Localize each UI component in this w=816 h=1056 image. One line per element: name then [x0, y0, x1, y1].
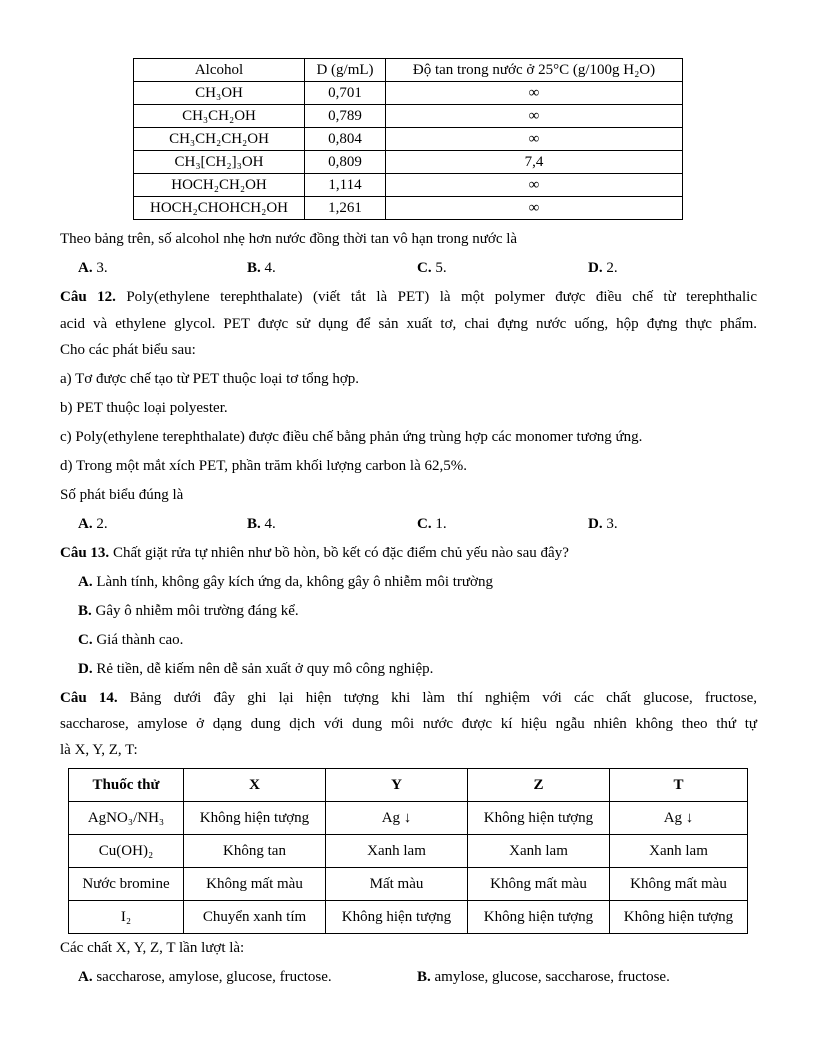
option-label: A.: [78, 969, 93, 985]
q11-option-b[interactable]: [247, 258, 276, 278]
q14-line-3: là X, Y, Z, T:: [60, 742, 138, 758]
q13-option-b[interactable]: [78, 601, 299, 621]
q11-option-c[interactable]: [417, 258, 447, 278]
table-cell: 1,261: [305, 197, 386, 220]
option-label: C.: [78, 632, 93, 648]
table-cell: Không hiện tượng: [184, 802, 326, 835]
q12-line-1: [60, 287, 757, 307]
option-text: amylose, glucose, saccharose, fructose.: [430, 969, 670, 985]
table-cell: Ag ↓: [610, 802, 748, 835]
option-label: C.: [417, 516, 432, 532]
q12-statement-a: a) Tơ được chế tạo từ PET thuộc loại tơ tổng hợp.: [60, 371, 360, 387]
table-cell: Không mất màu: [184, 868, 326, 901]
column-header: D (g/mL): [305, 59, 386, 82]
question-label: Câu 14.: [60, 690, 118, 706]
q14-option-a[interactable]: [78, 967, 332, 987]
table-cell: Ag ↓: [326, 802, 468, 835]
table-cell: 0,789: [305, 105, 386, 128]
table-cell: CH₃CH₂OH: [134, 105, 305, 128]
q12-ask: Số phát biểu đúng là: [60, 487, 184, 503]
table-cell: ∞: [386, 105, 683, 128]
table-cell: AgNO₃/NH₃: [69, 802, 184, 835]
q12-option-d[interactable]: [588, 514, 618, 534]
column-header: Độ tan trong nước ở 25°C (g/100g H₂O): [386, 59, 683, 82]
table-cell: HOCH₂CH₂OH: [134, 174, 305, 197]
q12-statement-b: b) PET thuộc loại polyester.: [60, 400, 228, 416]
alcohol-table: [133, 58, 683, 220]
q11-option-d[interactable]: [588, 258, 618, 278]
table-row: [69, 901, 748, 934]
q12-option-a[interactable]: [78, 514, 108, 534]
table-cell: Xanh lam: [326, 835, 468, 868]
table-cell: Không hiện tượng: [326, 901, 468, 934]
question-label: Câu 13.: [60, 545, 110, 561]
option-text: saccharose, amylose, glucose, fructose.: [92, 969, 332, 985]
table-cell: Không mất màu: [610, 868, 748, 901]
table-cell: Không hiện tượng: [468, 802, 610, 835]
table-cell: Mất màu: [326, 868, 468, 901]
q12-option-b[interactable]: [247, 514, 276, 534]
q11-option-a[interactable]: [78, 258, 108, 278]
table-cell: 0,701: [305, 82, 386, 105]
q13-option-a[interactable]: [78, 572, 493, 592]
column-header: Z: [468, 769, 610, 802]
q12-option-c[interactable]: [417, 514, 447, 534]
option-text: Gây ô nhiễm môi trường đáng kể.: [91, 603, 299, 619]
q14-line-2: saccharose, amylose ở dạng dung dịch với dung môi nước được kí hiệu ngẫu nhiên không theo thứ tự: [60, 716, 757, 732]
table-row: [69, 868, 748, 901]
table-cell: Cu(OH)₂: [69, 835, 184, 868]
table-cell: CH₃OH: [134, 82, 305, 105]
column-header: Y: [326, 769, 468, 802]
option-text: 3.: [602, 516, 618, 532]
q14-ask: Các chất X, Y, Z, T lần lượt là:: [60, 940, 245, 956]
option-text: 5.: [431, 260, 447, 276]
table-cell: Xanh lam: [468, 835, 610, 868]
option-text: Lành tính, không gây kích ứng da, không gây ô nhiễm môi trường: [92, 574, 493, 590]
table-row: [134, 197, 683, 220]
q11-stem: Theo bảng trên, số alcohol nhẹ hơn nước đồng thời tan vô hạn trong nước là: [60, 231, 518, 247]
table-cell: ∞: [386, 197, 683, 220]
table-row: [134, 82, 683, 105]
table-row: [134, 105, 683, 128]
option-label: B.: [78, 603, 92, 619]
table-cell: Không tan: [184, 835, 326, 868]
option-text: 2.: [92, 516, 108, 532]
column-header: Thuốc thử: [69, 769, 184, 802]
table-cell: Chuyển xanh tím: [184, 901, 326, 934]
option-label: D.: [588, 260, 603, 276]
reagent-table: [68, 768, 748, 934]
q13-option-d[interactable]: [78, 659, 433, 679]
option-text: Giá thành cao.: [92, 632, 184, 648]
table-header-row: [134, 59, 683, 82]
q12-line-2: acid và ethylene glycol. PET được sử dụng để sản xuất tơ, chai đựng nước uống, hộp đựng thực phẩm.: [60, 316, 757, 332]
column-header: T: [610, 769, 748, 802]
q13-option-c[interactable]: [78, 630, 183, 650]
table-cell: ∞: [386, 174, 683, 197]
option-text: 4.: [260, 516, 276, 532]
table-row: [69, 802, 748, 835]
column-header: Alcohol: [134, 59, 305, 82]
table-cell: CH₃CH₂CH₂OH: [134, 128, 305, 151]
option-text: 1.: [431, 516, 447, 532]
q12-line-3: Cho các phát biểu sau:: [60, 342, 196, 358]
table-cell: Nước bromine: [69, 868, 184, 901]
table-cell: Không hiện tượng: [610, 901, 748, 934]
table-row: [69, 835, 748, 868]
table-cell: Không mất màu: [468, 868, 610, 901]
question-text: Poly(ethylene terephthalate) (viết tắt là PET) là một polymer được điều chế từ terephthalic: [115, 289, 757, 305]
option-text: 4.: [260, 260, 276, 276]
table-cell: CH₃[CH₂]₃OH: [134, 151, 305, 174]
option-label: A.: [78, 516, 93, 532]
table-cell: ∞: [386, 128, 683, 151]
option-label: C.: [417, 260, 432, 276]
table-cell: Không hiện tượng: [468, 901, 610, 934]
q12-statement-d: d) Trong một mắt xích PET, phần trăm khối lượng carbon là 62,5%.: [60, 458, 467, 474]
table-cell: 0,809: [305, 151, 386, 174]
option-text: 2.: [602, 260, 618, 276]
q13-stem: [60, 543, 569, 563]
table-cell: I₂: [69, 901, 184, 934]
option-label: D.: [588, 516, 603, 532]
option-text: 3.: [92, 260, 108, 276]
option-text: Rẻ tiền, dễ kiếm nên dễ sản xuất ở quy mô công nghiệp.: [92, 661, 434, 677]
table-cell: ∞: [386, 82, 683, 105]
column-header: X: [184, 769, 326, 802]
question-text: Bảng dưới đây ghi lại hiện tượng khi làm thí nghiệm với các chất glucose, fructose,: [117, 690, 757, 706]
option-label: B.: [417, 969, 431, 985]
question-text: Chất giặt rửa tự nhiên như bồ hòn, bồ kết có đặc điểm chủ yếu nào sau đây?: [109, 545, 569, 561]
option-label: B.: [247, 260, 261, 276]
table-row: [134, 128, 683, 151]
table-row: [134, 151, 683, 174]
option-label: B.: [247, 516, 261, 532]
table-cell: 7,4: [386, 151, 683, 174]
table-cell: 0,804: [305, 128, 386, 151]
question-label: Câu 12.: [60, 289, 116, 305]
table-header-row: [69, 769, 748, 802]
q12-statement-c: c) Poly(ethylene terephthalate) được điều chế bằng phản ứng trùng hợp các monomer tương ứng.: [60, 429, 643, 445]
table-cell: HOCH₂CHOHCH₂OH: [134, 197, 305, 220]
option-label: A.: [78, 260, 93, 276]
option-label: A.: [78, 574, 93, 590]
option-label: D.: [78, 661, 93, 677]
table-cell: Xanh lam: [610, 835, 748, 868]
table-cell: 1,114: [305, 174, 386, 197]
q14-line-1: [60, 688, 757, 708]
q14-option-b[interactable]: [417, 967, 670, 987]
table-row: [134, 174, 683, 197]
